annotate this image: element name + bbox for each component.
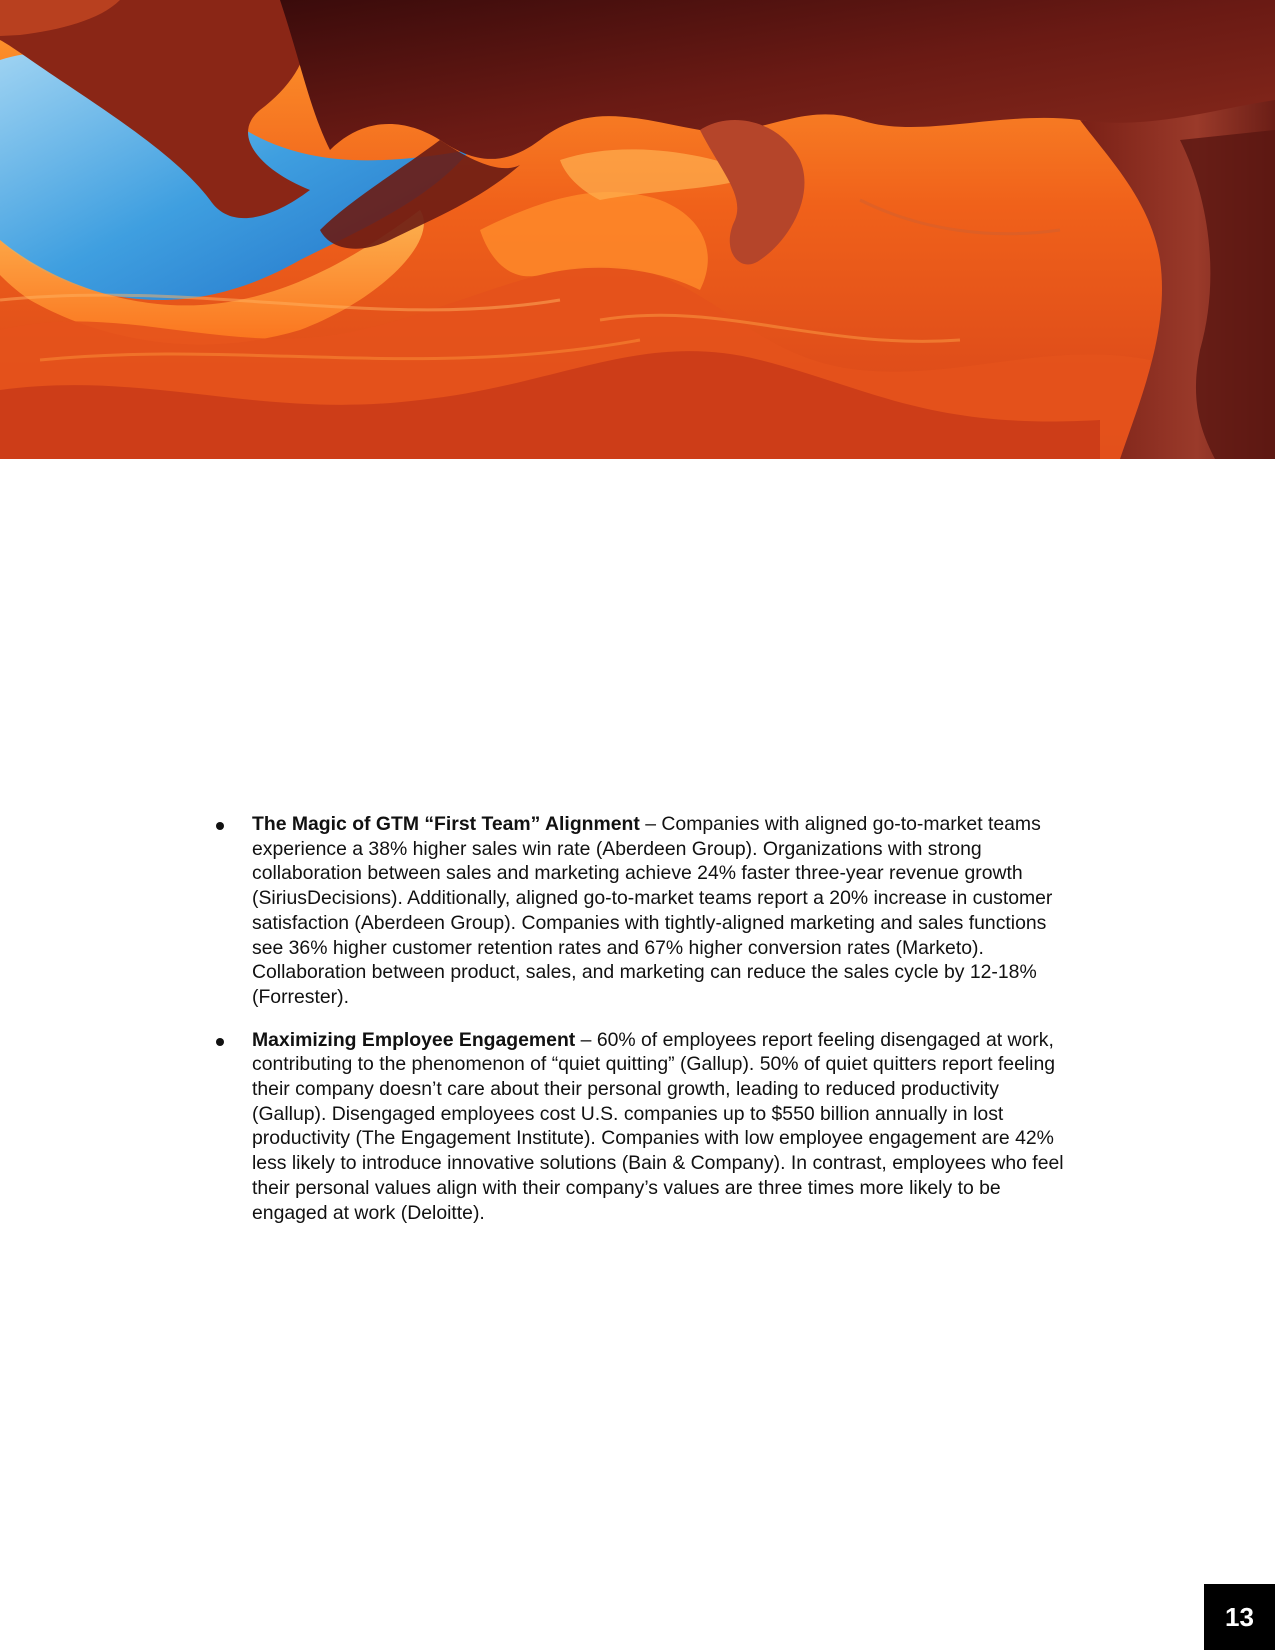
- bullet-title: Maximizing Employee Engagement: [252, 1028, 576, 1051]
- bullet-separator: –: [639, 813, 662, 835]
- page-number: 13: [1204, 1584, 1275, 1650]
- bullet-separator: –: [575, 1028, 597, 1051]
- bullet-list: [212, 812, 1074, 1243]
- canyon-hero-image: [0, 0, 1275, 459]
- bullet-icon: [216, 822, 224, 830]
- bullet-text: 60% of employees report feeling disengaged at work, contributing to the phenomenon of “quiet quitting” (Gallup). 50% of quiet quitters report feeling their company doesn’t care about their personal growth, leading to reduced productivity (Gallup). Disengaged employees cost U.S. companies up to $550 billion annually in lost productivity (The Engagement Institute). Companies with low employee engagement are 42% less likely to introduce innovative solutions (Bain & Company). In contrast, employees who feel their personal values align with their company’s values are three times more likely to be engaged at work (Deloitte).: [252, 1028, 1064, 1224]
- list-item: [212, 1028, 1074, 1226]
- bullet-title: The Magic of GTM “First Team” Alignment: [252, 813, 640, 835]
- bullet-icon: [216, 1038, 224, 1046]
- bullet-text: Companies with aligned go-to-market teams experience a 38% higher sales win rate (Aberdeen Group). Organizations with strong collaboration between sales and marketing achieve 24% faster three-year revenue growth (SiriusDecisions). Additionally, aligned go-to-market teams report a 20% increase in customer satisfaction (Aberdeen Group). Companies with tightly-aligned marketing and sales functions see 36% higher customer retention rates and 67% higher conversion rates (Marketo). Collaboration between product, sales, and marketing can reduce the sales cycle by 12-18% (Forrester).: [252, 813, 1053, 1008]
- list-item: [212, 812, 1074, 1010]
